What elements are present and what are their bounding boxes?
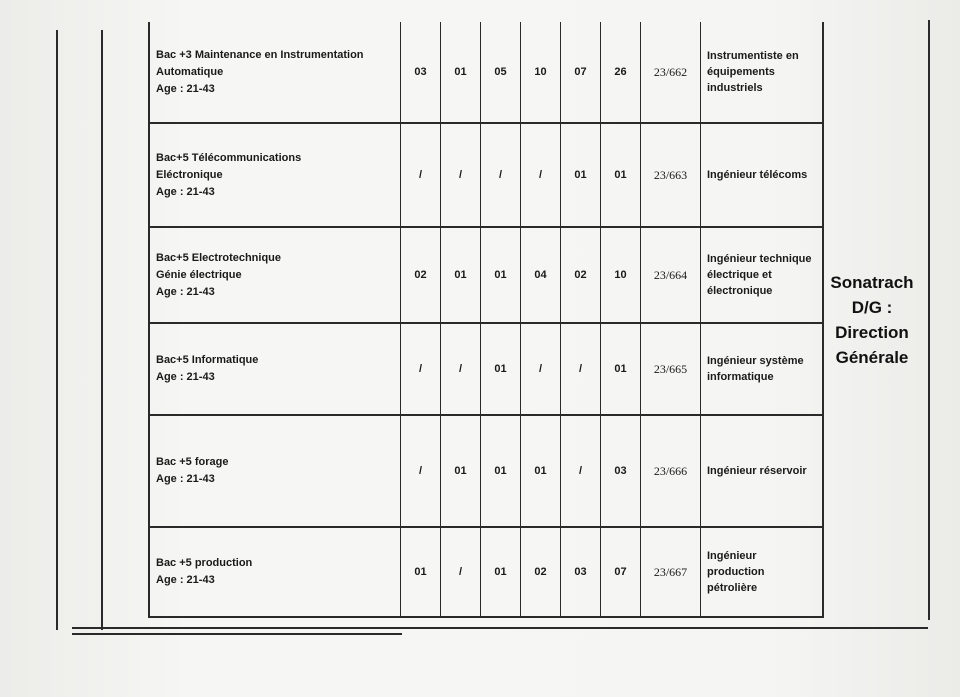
job-title-cell [700, 22, 822, 122]
employer-line: Sonatrach [830, 273, 914, 292]
qualification-line: Génie électrique [156, 268, 242, 281]
table-row [150, 416, 822, 528]
qualification-cell [150, 22, 400, 122]
count-cell: / [560, 416, 600, 526]
frame-right [928, 20, 930, 620]
count-cell: 01 [440, 416, 480, 526]
job-title-cell [700, 228, 822, 322]
count-cell: 03 [560, 528, 600, 616]
job-title-cell [700, 124, 822, 226]
count-cell: 03 [600, 416, 640, 526]
qualification-line: Bac+5 Electrotechnique [156, 251, 282, 264]
count-cell: 02 [520, 528, 560, 616]
qualification-line: Eléctronique [156, 168, 223, 181]
job-title-line: industriels [707, 82, 763, 94]
count-cell: 26 [600, 22, 640, 122]
count-cell: / [400, 324, 440, 414]
count-cell: 01 [480, 416, 520, 526]
count-cell: / [520, 324, 560, 414]
employer-line: D/G : [851, 298, 893, 317]
count-cell: / [440, 528, 480, 616]
margin-rule-outer [56, 30, 58, 630]
job-title-line: pétrolière [707, 582, 758, 594]
qualification-cell [150, 528, 400, 616]
count-cell: 07 [600, 528, 640, 616]
job-title-line: Instrumentiste en [707, 50, 799, 62]
count-cell: 01 [600, 324, 640, 414]
job-title-line: informatique [707, 371, 774, 383]
table-row [150, 228, 822, 324]
qualification-line: Bac +3 Maintenance en Instrumentation [156, 48, 364, 61]
job-title-cell [700, 528, 822, 616]
count-cell: 01 [440, 22, 480, 122]
job-code-cell: 23/667 [640, 528, 700, 616]
qualification-cell [150, 124, 400, 226]
count-cell: 01 [480, 324, 520, 414]
count-cell: 05 [480, 22, 520, 122]
qualification-line: Bac +5 production [156, 557, 253, 569]
job-code-cell: 23/665 [640, 324, 700, 414]
employer-line: Direction [835, 323, 909, 342]
count-cell: 01 [400, 528, 440, 616]
count-cell: 02 [560, 228, 600, 322]
count-cell: / [520, 124, 560, 226]
count-cell: 07 [560, 22, 600, 122]
qualification-line: Bac+5 Télécommunications [156, 151, 302, 164]
job-code-cell: 23/666 [640, 416, 700, 526]
qualification-line: Bac +5 forage [156, 456, 229, 468]
frame-bottom-1 [72, 627, 928, 629]
job-code-cell: 23/662 [640, 22, 700, 122]
job-title-line: Ingénieur télécoms [707, 169, 808, 181]
job-title-cell [700, 416, 822, 526]
table-row [150, 124, 822, 228]
count-cell: 03 [400, 22, 440, 122]
count-cell: 01 [480, 528, 520, 616]
count-cell: 02 [400, 228, 440, 322]
count-cell: 01 [520, 416, 560, 526]
qualification-cell [150, 416, 400, 526]
qualification-line: Age : 21-43 [156, 285, 215, 298]
count-cell: / [440, 324, 480, 414]
count-cell: 01 [480, 228, 520, 322]
table-row [150, 528, 822, 618]
count-cell: / [480, 124, 520, 226]
job-code-cell: 23/664 [640, 228, 700, 322]
qualification-line: Automatique [156, 65, 224, 78]
job-title-line: production [707, 566, 765, 578]
count-cell: 04 [520, 228, 560, 322]
job-title-line: Ingénieur système [707, 355, 804, 367]
job-title-line: Ingénieur réservoir [707, 465, 807, 477]
qualification-cell [150, 228, 400, 322]
job-title-cell [700, 324, 822, 414]
table-row [150, 22, 822, 124]
qualification-cell [150, 324, 400, 414]
qualification-line: Age : 21-43 [156, 473, 215, 485]
count-cell: / [560, 324, 600, 414]
count-cell: / [440, 124, 480, 226]
count-cell: / [400, 124, 440, 226]
job-title-line: Ingénieur technique [707, 253, 812, 265]
job-title-line: électrique et [707, 269, 772, 281]
employer-label [822, 22, 922, 618]
job-table [148, 22, 824, 618]
table-row [150, 324, 822, 416]
job-title-line: équipements [707, 66, 775, 78]
count-cell: 10 [520, 22, 560, 122]
qualification-line: Age : 21-43 [156, 185, 215, 198]
job-title-line: Ingénieur [707, 550, 757, 562]
qualification-line: Age : 21-43 [156, 371, 215, 383]
job-code-cell: 23/663 [640, 124, 700, 226]
qualification-line: Age : 21-43 [156, 574, 215, 586]
qualification-line: Age : 21-43 [156, 82, 215, 95]
frame-bottom-2 [72, 633, 402, 635]
job-title-line: électronique [707, 285, 773, 297]
count-cell: 01 [560, 124, 600, 226]
qualification-line: Bac+5 Informatique [156, 354, 259, 366]
count-cell: 10 [600, 228, 640, 322]
count-cell: 01 [600, 124, 640, 226]
count-cell: / [400, 416, 440, 526]
margin-rule-inner [101, 30, 103, 630]
count-cell: 01 [440, 228, 480, 322]
employer-line: Générale [835, 348, 909, 367]
